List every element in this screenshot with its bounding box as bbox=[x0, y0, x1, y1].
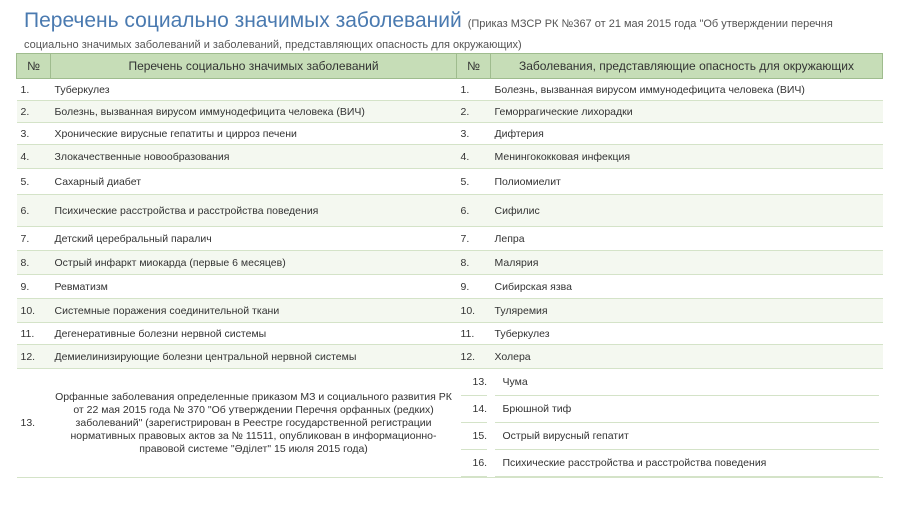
right-disease: Геморрагические лихорадки bbox=[491, 101, 883, 123]
left-num: 9. bbox=[17, 275, 51, 299]
right-disease: Дифтерия bbox=[491, 123, 883, 145]
diseases-table bbox=[16, 53, 883, 478]
right-disease: Острый вирусный гепатит bbox=[495, 423, 879, 450]
right-num: 8. bbox=[457, 251, 491, 275]
right-num: 1. bbox=[457, 79, 491, 101]
left-disease: Психические расстройства и расстройства поведения bbox=[51, 195, 457, 227]
left-disease: Острый инфаркт миокарда (первые 6 месяцев) bbox=[51, 251, 457, 275]
right-num: 7. bbox=[457, 227, 491, 251]
right-disease: Брюшной тиф bbox=[495, 396, 879, 423]
header-dangerous-diseases: Заболевания, представляющие опасность для окружающих bbox=[491, 54, 883, 79]
right-num: 11. bbox=[457, 323, 491, 345]
title-line bbox=[24, 8, 884, 37]
right-disease: Сифилис bbox=[491, 195, 883, 227]
left-disease: Системные поражения соединительной ткани bbox=[51, 299, 457, 323]
table-row bbox=[17, 299, 883, 323]
right-num: 2. bbox=[457, 101, 491, 123]
header bbox=[24, 8, 884, 52]
left-num: 2. bbox=[17, 101, 51, 123]
left-disease: Демиелинизирующие болезни центральной нервной системы bbox=[51, 345, 457, 369]
header-num-right: № bbox=[457, 54, 491, 79]
right-disease: Лепра bbox=[491, 227, 883, 251]
header-social-diseases: Перечень социально значимых заболеваний bbox=[51, 54, 457, 79]
table-row bbox=[17, 323, 883, 345]
left-num: 12. bbox=[17, 345, 51, 369]
left-disease: Детский церебральный паралич bbox=[51, 227, 457, 251]
right-disease: Болезнь, вызванная вирусом иммунодефицита человека (ВИЧ) bbox=[491, 79, 883, 101]
left-num: 8. bbox=[17, 251, 51, 275]
order-reference: (Приказ МЗСР РК №367 от 21 мая 2015 года "Об утверждении перечня bbox=[467, 18, 833, 30]
right-disease: Сибирская язва bbox=[491, 275, 883, 299]
right-num: 9. bbox=[457, 275, 491, 299]
right-disease: Туберкулез bbox=[491, 323, 883, 345]
left-disease-orphan: Орфанные заболевания определенные приказом МЗ и социального развития РК от 22 мая 2015 года № 370 "Об утверждении Перечня орфанных (редких) заболеваний" (зарегистрирован в Реестре государственной регистрации нормативных правовых актов за № 11511, опубликован в информационно-правовой системе "Әділет" 15 июля 2015 года) bbox=[51, 369, 457, 478]
right-disease: Туляремия bbox=[491, 299, 883, 323]
table-row bbox=[17, 275, 883, 299]
table-row bbox=[17, 123, 883, 145]
table-row bbox=[17, 195, 883, 227]
right-disease: Менингококковая инфекция bbox=[491, 145, 883, 169]
left-disease: Ревматизм bbox=[51, 275, 457, 299]
right-num-stack bbox=[457, 369, 491, 478]
left-num: 4. bbox=[17, 145, 51, 169]
header-num-left: № bbox=[17, 54, 51, 79]
left-num: 6. bbox=[17, 195, 51, 227]
table-row bbox=[17, 251, 883, 275]
right-num: 13. bbox=[461, 369, 487, 396]
table-header-row bbox=[17, 54, 883, 79]
right-num: 3. bbox=[457, 123, 491, 145]
right-num: 4. bbox=[457, 145, 491, 169]
right-num: 16. bbox=[461, 450, 487, 477]
left-disease: Злокачественные новообразования bbox=[51, 145, 457, 169]
right-num: 5. bbox=[457, 169, 491, 195]
left-num: 5. bbox=[17, 169, 51, 195]
left-disease: Хронические вирусные гепатиты и цирроз печени bbox=[51, 123, 457, 145]
right-disease: Холера bbox=[491, 345, 883, 369]
left-disease: Болезнь, вызванная вирусом иммунодефицита человека (ВИЧ) bbox=[51, 101, 457, 123]
right-disease: Чума bbox=[495, 369, 879, 396]
right-num: 10. bbox=[457, 299, 491, 323]
page-title: Перечень социально значимых заболеваний bbox=[24, 9, 462, 32]
left-num: 7. bbox=[17, 227, 51, 251]
table-row bbox=[17, 169, 883, 195]
left-num: 13. bbox=[17, 369, 51, 478]
table-row-orphan bbox=[17, 369, 883, 478]
left-disease: Сахарный диабет bbox=[51, 169, 457, 195]
left-disease: Туберкулез bbox=[51, 79, 457, 101]
right-num: 14. bbox=[461, 396, 487, 423]
right-num: 15. bbox=[461, 423, 487, 450]
right-disease: Психические расстройства и расстройства поведения bbox=[495, 450, 879, 477]
table-row bbox=[17, 79, 883, 101]
table-row bbox=[17, 145, 883, 169]
right-num: 6. bbox=[457, 195, 491, 227]
right-disease: Полиомиелит bbox=[491, 169, 883, 195]
right-disease-stack bbox=[491, 369, 883, 478]
right-disease: Малярия bbox=[491, 251, 883, 275]
order-reference-continued: социально значимых заболеваний и заболеваний, представляющих опасность для окружающих) bbox=[24, 39, 522, 51]
left-num: 1. bbox=[17, 79, 51, 101]
table-row bbox=[17, 101, 883, 123]
table-row bbox=[17, 227, 883, 251]
table-row bbox=[17, 345, 883, 369]
left-num: 11. bbox=[17, 323, 51, 345]
right-num: 12. bbox=[457, 345, 491, 369]
left-num: 10. bbox=[17, 299, 51, 323]
left-disease: Дегенеративные болезни нервной системы bbox=[51, 323, 457, 345]
left-num: 3. bbox=[17, 123, 51, 145]
